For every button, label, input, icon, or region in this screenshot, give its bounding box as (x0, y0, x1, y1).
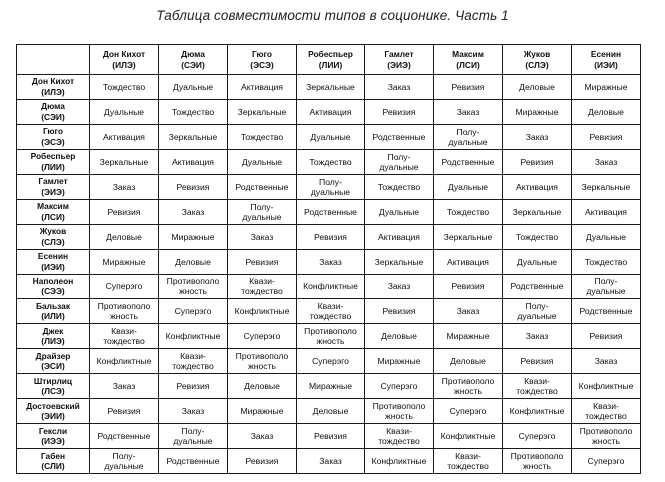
relation-cell: Полу- дуальные (434, 124, 503, 149)
relation-cell: Полу- дуальные (572, 274, 641, 299)
row-type-name: Джек (42, 325, 64, 336)
relation-cell: Активация (365, 224, 434, 249)
relation-cell: Зеркальные (572, 174, 641, 199)
column-header (159, 45, 228, 75)
relation-cell: Активация (90, 124, 159, 149)
relation-cell: Заказ (90, 174, 159, 199)
relation-cell: Заказ (365, 274, 434, 299)
relation-cell: Противополо жность (228, 349, 297, 374)
row-type-name: Максим (37, 201, 69, 212)
column-header (365, 45, 434, 75)
relation-cell: Заказ (159, 199, 228, 224)
relation-cell: Противополо жность (90, 299, 159, 324)
row-type-name: Есенин (37, 251, 69, 262)
column-type-name: Гюго (251, 49, 273, 59)
column-header (572, 45, 641, 75)
relation-cell: Заказ (90, 374, 159, 399)
relation-cell: Дуальные (90, 99, 159, 124)
row-type-name: Габен (40, 450, 66, 461)
row-type-code: (СЛЭ) (41, 236, 65, 247)
table-row (17, 199, 641, 224)
relation-cell: Тождество (90, 75, 159, 100)
relation-cell: Ревизия (90, 199, 159, 224)
relation-cell: Квази- тождество (297, 299, 365, 324)
column-header (228, 45, 297, 75)
table-row (17, 224, 641, 249)
relation-cell: Миражные (503, 99, 572, 124)
row-type-name: Достоевский (26, 400, 80, 411)
table-row (17, 299, 641, 324)
relation-cell: Заказ (503, 124, 572, 149)
row-type-code: (ЭСИ) (41, 361, 65, 372)
table-row (17, 274, 641, 299)
column-type-code: (ЭСЭ) (250, 59, 274, 70)
relation-cell: Ревизия (572, 124, 641, 149)
relation-cell: Тождество (228, 124, 297, 149)
relation-cell: Тождество (159, 99, 228, 124)
column-type-name: Дон Кихот (102, 49, 146, 59)
relation-cell: Суперэго (503, 424, 572, 449)
relation-cell: Квази- тождество (90, 324, 159, 349)
row-header (17, 75, 90, 100)
row-type-code: (ЭИЭ) (41, 186, 65, 197)
relation-cell: Дуальные (228, 149, 297, 174)
relation-cell: Квази- тождество (572, 399, 641, 424)
row-header (17, 399, 90, 424)
relation-cell: Суперэго (159, 299, 228, 324)
relation-cell: Тождество (503, 224, 572, 249)
relation-cell: Родственные (228, 174, 297, 199)
header-row (17, 45, 641, 75)
relation-cell: Суперэго (90, 274, 159, 299)
relation-cell: Тождество (297, 149, 365, 174)
row-header (17, 249, 90, 274)
relation-cell: Тождество (572, 249, 641, 274)
relation-cell: Зеркальные (503, 199, 572, 224)
table-row (17, 324, 641, 349)
relation-cell: Зеркальные (228, 99, 297, 124)
column-type-name: Робеспьер (308, 49, 353, 59)
relation-cell: Ревизия (90, 399, 159, 424)
relation-cell: Конфликтные (434, 424, 503, 449)
row-type-code: (СЭЭ) (41, 286, 65, 297)
table-row (17, 99, 641, 124)
column-type-name: Дюма (181, 49, 205, 59)
row-header (17, 274, 90, 299)
row-type-name: Драйзер (35, 350, 71, 361)
relation-cell: Зеркальные (434, 224, 503, 249)
row-type-code: (ЭСЭ) (41, 136, 65, 147)
relation-cell: Родственные (434, 149, 503, 174)
column-type-code: (ИЭИ) (594, 59, 618, 70)
relation-cell: Зеркальные (365, 249, 434, 274)
relation-cell: Полу- дуальные (90, 449, 159, 474)
relation-cell: Конфликтные (90, 349, 159, 374)
relation-cell: Активация (434, 249, 503, 274)
row-type-code: (СЭИ) (41, 111, 65, 122)
row-header (17, 424, 90, 449)
column-type-name: Максим (452, 49, 484, 59)
column-type-code: (ЛСИ) (456, 59, 480, 70)
relation-cell: Родственные (90, 424, 159, 449)
table-row (17, 249, 641, 274)
column-header (297, 45, 365, 75)
relation-cell: Родственные (503, 274, 572, 299)
row-type-name: Жуков (39, 226, 67, 237)
relation-cell: Родственные (572, 299, 641, 324)
relation-cell: Квази- тождество (365, 424, 434, 449)
relation-cell: Тождество (365, 174, 434, 199)
relation-cell: Противополо жность (434, 374, 503, 399)
relation-cell: Активация (297, 99, 365, 124)
relation-cell: Суперэго (297, 349, 365, 374)
relation-cell: Суперэго (228, 324, 297, 349)
relation-cell: Дуальные (365, 199, 434, 224)
table-row (17, 399, 641, 424)
relation-cell: Ревизия (228, 249, 297, 274)
relation-cell: Конфликтные (572, 374, 641, 399)
relation-cell: Ревизия (228, 449, 297, 474)
corner-cell (17, 45, 90, 75)
row-header (17, 374, 90, 399)
relation-cell: Ревизия (297, 424, 365, 449)
relation-cell: Суперэго (365, 374, 434, 399)
column-header (503, 45, 572, 75)
column-type-code: (ЭИЭ) (387, 59, 411, 70)
relation-cell: Противополо жность (572, 424, 641, 449)
relation-cell: Родственные (365, 124, 434, 149)
row-type-name: Гамлет (38, 176, 68, 187)
relation-cell: Суперэго (434, 399, 503, 424)
relation-cell: Ревизия (572, 324, 641, 349)
row-header (17, 124, 90, 149)
row-type-name: Дюма (41, 101, 65, 112)
relation-cell: Деловые (434, 349, 503, 374)
row-header (17, 199, 90, 224)
relation-cell: Противополо жность (365, 399, 434, 424)
column-type-code: (СЛЭ) (525, 59, 549, 70)
relation-cell: Дуальные (572, 224, 641, 249)
column-type-code: (ЛИИ) (318, 59, 343, 70)
row-type-code: (ЛИИ) (41, 161, 65, 172)
relation-cell: Миражные (572, 75, 641, 100)
relation-cell: Ревизия (434, 274, 503, 299)
row-type-name: Дон Кихот (31, 76, 75, 87)
relation-cell: Ревизия (434, 75, 503, 100)
relation-cell: Противополо жность (503, 449, 572, 474)
row-type-code: (ЛИЭ) (41, 336, 65, 347)
relation-cell: Заказ (434, 99, 503, 124)
relation-cell: Дуальные (297, 124, 365, 149)
relation-cell: Миражные (434, 324, 503, 349)
relation-cell: Полу- дуальные (228, 199, 297, 224)
relation-cell: Полу- дуальные (365, 149, 434, 174)
relation-cell: Квази- тождество (228, 274, 297, 299)
row-type-name: Робеспьер (30, 151, 76, 162)
relation-cell: Ревизия (365, 99, 434, 124)
relation-cell: Конфликтные (365, 449, 434, 474)
row-header (17, 174, 90, 199)
column-type-code: (ИЛЭ) (112, 59, 136, 70)
relation-cell: Заказ (228, 424, 297, 449)
row-header (17, 99, 90, 124)
relation-cell: Дуальные (503, 249, 572, 274)
relation-cell: Зеркальные (159, 124, 228, 149)
relation-cell: Ревизия (159, 374, 228, 399)
relation-cell: Заказ (297, 249, 365, 274)
relation-cell: Полу- дуальные (297, 174, 365, 199)
relation-cell: Деловые (572, 99, 641, 124)
table-row (17, 149, 641, 174)
row-type-code: (ИЭЭ) (41, 436, 65, 447)
relation-cell: Конфликтные (159, 324, 228, 349)
relation-cell: Ревизия (503, 149, 572, 174)
relation-cell: Активация (503, 174, 572, 199)
relation-cell: Квази- тождество (434, 449, 503, 474)
relation-cell: Миражные (228, 399, 297, 424)
relation-cell: Полу- дуальные (159, 424, 228, 449)
table-row (17, 124, 641, 149)
row-type-code: (ЭИИ) (41, 411, 65, 422)
row-type-name: Бальзак (35, 300, 71, 311)
relation-cell: Конфликтные (297, 274, 365, 299)
table-row (17, 374, 641, 399)
relation-cell: Ревизия (159, 174, 228, 199)
relation-cell: Заказ (228, 224, 297, 249)
row-type-name: Наполеон (32, 275, 74, 286)
relation-cell: Суперэго (572, 449, 641, 474)
relation-cell: Активация (228, 75, 297, 100)
relation-cell: Тождество (434, 199, 503, 224)
table-row (17, 174, 641, 199)
relation-cell: Конфликтные (503, 399, 572, 424)
relation-cell: Заказ (572, 349, 641, 374)
column-type-code: (СЭИ) (181, 59, 205, 70)
row-type-name: Штирлиц (33, 375, 73, 386)
row-header (17, 449, 90, 474)
relation-cell: Ревизия (297, 224, 365, 249)
relation-cell: Заказ (365, 75, 434, 100)
relation-cell: Деловые (90, 224, 159, 249)
relation-cell: Миражные (365, 349, 434, 374)
relation-cell: Квази- тождество (159, 349, 228, 374)
row-header (17, 224, 90, 249)
relation-cell: Заказ (572, 149, 641, 174)
relation-cell: Дуальные (434, 174, 503, 199)
relation-cell: Заказ (297, 449, 365, 474)
relation-cell: Миражные (159, 224, 228, 249)
compatibility-table (16, 44, 641, 474)
relation-cell: Деловые (365, 324, 434, 349)
relation-cell: Заказ (159, 399, 228, 424)
column-type-name: Есенин (590, 49, 622, 59)
relation-cell: Дуальные (159, 75, 228, 100)
column-type-name: Гамлет (384, 49, 414, 59)
relation-cell: Родственные (159, 449, 228, 474)
row-type-code: (ЛСЭ) (41, 386, 65, 397)
row-type-code: (ИЭИ) (41, 261, 65, 272)
relation-cell: Деловые (159, 249, 228, 274)
row-header (17, 149, 90, 174)
page-title: Таблица совместимости типов в соционике. Часть 1 (156, 8, 509, 23)
row-header (17, 349, 90, 374)
column-header (90, 45, 159, 75)
row-type-code: (ИЛИ) (41, 311, 65, 322)
table-row (17, 449, 641, 474)
relation-cell: Заказ (503, 324, 572, 349)
relation-cell: Деловые (297, 399, 365, 424)
relation-cell: Ревизия (503, 349, 572, 374)
row-type-code: (ЛСИ) (41, 211, 65, 222)
row-type-code: (ИЛЭ) (41, 86, 65, 97)
table-row (17, 424, 641, 449)
row-type-code: (СЛИ) (41, 461, 65, 472)
relation-cell: Деловые (503, 75, 572, 100)
relation-cell: Конфликтные (228, 299, 297, 324)
row-type-name: Гексли (38, 425, 68, 436)
table-row (17, 75, 641, 100)
relation-cell: Зеркальные (297, 75, 365, 100)
relation-cell: Активация (572, 199, 641, 224)
relation-cell: Противополо жность (159, 274, 228, 299)
relation-cell: Миражные (297, 374, 365, 399)
relation-cell: Родственные (297, 199, 365, 224)
relation-cell: Заказ (434, 299, 503, 324)
relation-cell: Зеркальные (90, 149, 159, 174)
column-header (434, 45, 503, 75)
relation-cell: Миражные (90, 249, 159, 274)
table-row (17, 349, 641, 374)
relation-cell: Деловые (228, 374, 297, 399)
row-header (17, 324, 90, 349)
relation-cell: Ревизия (365, 299, 434, 324)
relation-cell: Активация (159, 149, 228, 174)
relation-cell: Квази- тождество (503, 374, 572, 399)
relation-cell: Полу- дуальные (503, 299, 572, 324)
column-type-name: Жуков (523, 49, 551, 59)
relation-cell: Противополо жность (297, 324, 365, 349)
row-header (17, 299, 90, 324)
row-type-name: Гюго (42, 126, 64, 137)
